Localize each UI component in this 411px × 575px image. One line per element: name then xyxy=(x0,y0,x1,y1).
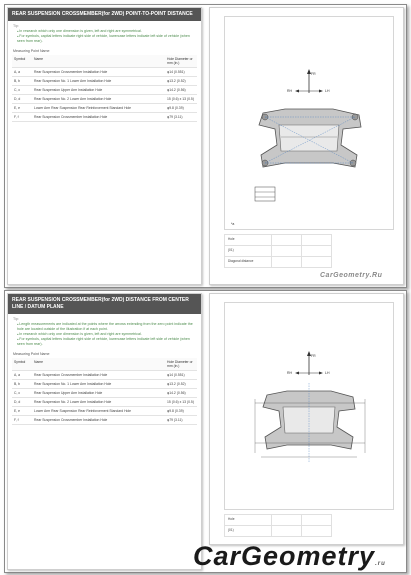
crossmember-center-drawing xyxy=(225,303,393,509)
text-page-1 xyxy=(7,7,202,285)
cell-name: Rear Suspension Crossmember Installation Hole xyxy=(32,113,165,122)
cell-name: Rear Suspension No. 1 Lower Arm Installation Hole xyxy=(32,380,165,389)
cell-name: Rear Suspension No. 2 Lower Arm Installation Hole xyxy=(32,95,165,104)
brand-name: CarGeometry xyxy=(193,541,376,571)
cell-name: Lower Arm Rear Suspension Rear Reinforcement Standard Hole xyxy=(32,407,165,416)
cell-symbol: C, c xyxy=(12,389,32,398)
cell-symbol: F, f xyxy=(12,416,32,425)
tip-item: ● Length measurements are indicated at the points where the arrows extending from the zero point indicate the hole are located outside of the illustration if at each point. xyxy=(13,322,196,332)
cell-symbol: D, d xyxy=(12,398,32,407)
cell-value: φ9.8 (0.39) xyxy=(165,407,197,416)
legend-table xyxy=(224,514,332,537)
cell-value: φ79 (3.11) xyxy=(165,416,197,425)
tip-item: ● For symbols, capital letters indicate right side of vehicle, lowercase letters indicate left side of vehicle (when seen from rear). xyxy=(13,337,196,347)
cell-name: Rear Suspension Upper Arm Installation Hole xyxy=(32,86,165,95)
arrow-right-icon xyxy=(319,90,323,93)
page-title: REAR SUSPENSION CROSSMEMBER(for 2WD) POINT-TO-POINT DISTANCE xyxy=(8,8,201,21)
legend-01: (01) xyxy=(225,246,272,257)
legend-hole: Hole xyxy=(225,515,272,526)
arrow-left-icon xyxy=(295,372,299,375)
crossmember-center-diagram xyxy=(224,302,394,510)
arrow-right-icon xyxy=(319,372,323,375)
cell-value: φ9.8 (0.39) xyxy=(165,104,197,113)
crossmember-diagram xyxy=(224,16,394,230)
tips-block xyxy=(8,21,201,47)
tips-block xyxy=(8,314,201,350)
crossmember-illustration xyxy=(259,109,361,167)
watermark-small: CarGeometry.Ru xyxy=(320,272,383,279)
legend-01: (01) xyxy=(225,526,272,537)
tip-item: ● For symbols, capital letters indicate right side of vehicle, lowercase letters indicate left side of vehicle (when seen from rear). xyxy=(13,34,196,44)
cell-symbol: A, a xyxy=(12,371,32,380)
table-row xyxy=(12,95,197,104)
cell-symbol: D, d xyxy=(12,95,32,104)
rh-label: RH xyxy=(287,371,293,375)
table-row xyxy=(12,86,197,95)
cell-name: Lower Arm Rear Suspension Rear Reinforcement Standard Hole xyxy=(32,104,165,113)
lh-label: LH xyxy=(325,89,330,93)
legend-hole: Hole xyxy=(225,235,272,246)
front-label: FR xyxy=(311,72,316,76)
cell-name: Rear Suspension Crossmember Installation Hole xyxy=(32,68,165,77)
cell-name: Rear Suspension Crossmember Installation Hole xyxy=(32,371,165,380)
cell-symbol: A, a xyxy=(12,68,32,77)
table-row xyxy=(12,68,197,77)
measure-table xyxy=(12,55,197,122)
measure-table xyxy=(12,358,197,425)
tip-item: ● In research which only one dimension is given, left and right are symmetrical. xyxy=(13,29,196,34)
lh-label: LH xyxy=(325,371,330,375)
cell-symbol: E, e xyxy=(12,104,32,113)
table-row xyxy=(12,407,197,416)
brand-domain: .ru xyxy=(375,561,386,567)
col-hole: Hole Diameter or mm (in.) xyxy=(165,55,197,68)
brand-watermark xyxy=(193,541,386,572)
legend-box xyxy=(255,187,275,201)
front-label: FR xyxy=(311,354,316,358)
measure-label: Measuring Point Name xyxy=(13,352,50,356)
legend-diagonal: Diagonal distance xyxy=(225,257,272,268)
col-name: Name xyxy=(32,55,165,68)
table-row xyxy=(12,389,197,398)
cell-value: φ14 (0.551) xyxy=(165,68,197,77)
tip-title: Tip: xyxy=(13,24,19,28)
measure-label: Measuring Point Name xyxy=(13,49,50,53)
page-title: REAR SUSPENSION CROSSMEMBER(for 2WD) DISTANCE FROM CENTER LINE / DATUM PLANE xyxy=(8,294,201,314)
cell-name: Rear Suspension No. 2 Lower Arm Installation Hole xyxy=(32,398,165,407)
cell-name: Rear Suspension Crossmember Installation Hole xyxy=(32,416,165,425)
cell-value: φ14.2 (0.56) xyxy=(165,86,197,95)
col-name: Name xyxy=(32,358,165,371)
table-row xyxy=(12,416,197,425)
cell-value: φ13.2 (0.52) xyxy=(165,380,197,389)
cell-symbol: E, e xyxy=(12,407,32,416)
table-row xyxy=(12,104,197,113)
text-page-2 xyxy=(7,293,202,570)
crossmember-drawing xyxy=(225,17,393,229)
table-row xyxy=(12,77,197,86)
rh-label: RH xyxy=(287,89,293,93)
tip-item: ● In research which only one dimension is given, left and right are symmetrical. xyxy=(13,332,196,337)
crossmember-illustration xyxy=(255,383,365,463)
footer-mark: *a xyxy=(231,222,235,226)
table-row xyxy=(12,371,197,380)
diagram-page-1 xyxy=(209,7,404,285)
arrow-left-icon xyxy=(295,90,299,93)
table-row xyxy=(12,113,197,122)
cell-symbol: B, b xyxy=(12,380,32,389)
cell-value: 15 (0.6) x 13 (0.5) xyxy=(165,95,197,104)
col-symbol: Symbol xyxy=(12,358,32,371)
legend-table xyxy=(224,234,332,268)
tip-title: Tip: xyxy=(13,317,19,321)
cell-symbol: B, b xyxy=(12,77,32,86)
cell-value: φ14 (0.551) xyxy=(165,371,197,380)
cell-name: Rear Suspension No. 1 Lower Arm Installation Hole xyxy=(32,77,165,86)
cell-name: Rear Suspension Upper Arm Installation Hole xyxy=(32,389,165,398)
table-row xyxy=(12,380,197,389)
col-symbol: Symbol xyxy=(12,55,32,68)
cell-value: φ14.2 (0.56) xyxy=(165,389,197,398)
cell-symbol: F, f xyxy=(12,113,32,122)
sheet-center-line xyxy=(4,290,407,573)
diagram-page-2 xyxy=(209,293,404,545)
sheet-point-to-point xyxy=(4,4,407,288)
table-row xyxy=(12,398,197,407)
cell-value: φ79 (3.11) xyxy=(165,113,197,122)
col-hole: Hole Diameter or mm (in.) xyxy=(165,358,197,371)
cell-value: φ13.2 (0.52) xyxy=(165,77,197,86)
cell-value: 15 (0.6) x 13 (0.5) xyxy=(165,398,197,407)
cell-symbol: C, c xyxy=(12,86,32,95)
